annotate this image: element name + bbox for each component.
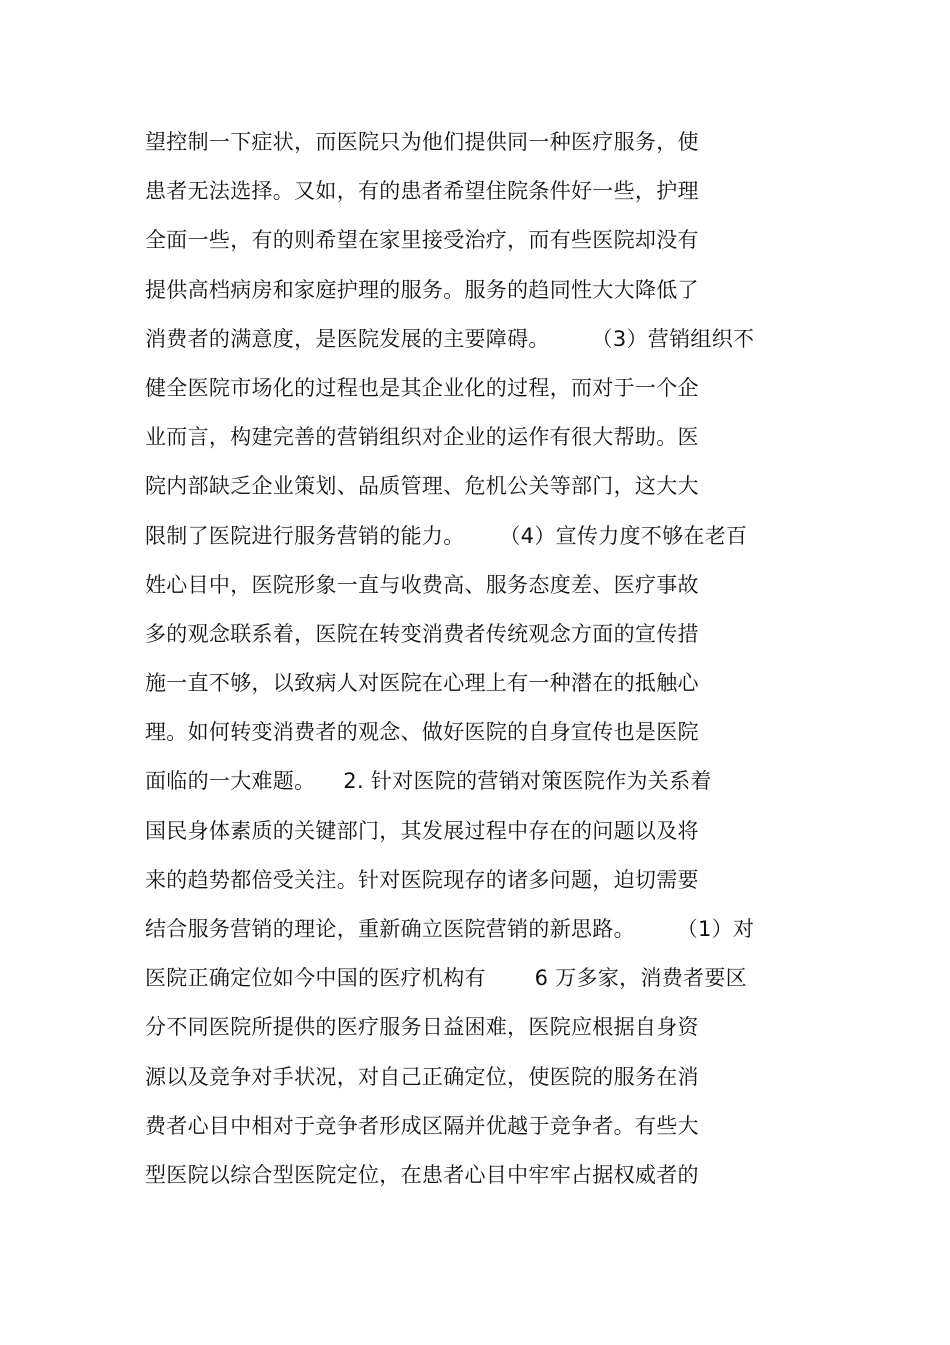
text-line: 面临的一大难题。 2. 针对医院的营销对策医院作为关系着 <box>145 769 712 794</box>
text-line: 分不同医院所提供的医疗服务日益困难，医院应根据自身资 <box>145 1015 699 1040</box>
text-line: 望控制一下症状，而医院只为他们提供同一种医疗服务，使 <box>145 130 699 154</box>
text-line: 型医院以综合型医院定位，在患者心目中牢牢占据权威者的 <box>145 1162 699 1187</box>
text-line: 患者无法选择。又如，有的患者希望住院条件好一些，护理 <box>145 179 699 204</box>
text-line: 源以及竞争对手状况，对自己正确定位，使医院的服务在消 <box>145 1064 699 1089</box>
text-line: 消费者的满意度，是医院发展的主要障碍。 （3）营销组织不 <box>145 326 755 351</box>
text-line: 院内部缺乏企业策划、品质管理、危机公关等部门，这大大 <box>145 474 699 499</box>
text-line: 健全医院市场化的过程也是其企业化的过程，而对于一个企 <box>145 375 699 400</box>
text-line: 提供高档病房和家庭护理的服务。服务的趋同性大大降低了 <box>145 277 699 302</box>
text-line: 结合服务营销的理论，重新确立医院营销的新思路。 （1）对 <box>145 917 755 941</box>
text-line: 姓心目中，医院形象一直与收费高、服务态度差、医疗事故 <box>145 572 699 597</box>
text-line: 全面一些，有的则希望在家里接受治疗，而有些医院却没有 <box>145 228 699 253</box>
text-line: 业而言，构建完善的营销组织对企业的运作有很大帮助。医 <box>145 425 699 450</box>
body-text <box>145 123 845 1205</box>
text-line: 理。如何转变消费者的观念、做好医院的自身宣传也是医院 <box>145 720 699 745</box>
text-line: 多的观念联系着，医院在转变消费者传统观念方面的宣传措 <box>145 621 699 646</box>
text-line: 国民身体素质的关键部门，其发展过程中存在的问题以及将 <box>145 818 699 843</box>
text-line: 医院正确定位如今中国的医疗机构有 6 万多家，消费者要区 <box>145 966 747 991</box>
text-line: 施一直不够，以致病人对医院在心理上有一种潜在的抵触心 <box>145 671 699 696</box>
text-line: 来的趋势都倍受关注。针对医院现存的诸多问题，迫切需要 <box>145 867 699 892</box>
text-line: 费者心目中相对于竞争者形成区隔并优越于竞争者。有些大 <box>145 1113 699 1138</box>
text-line: 限制了医院进行服务营销的能力。 （4）宣传力度不够在老百 <box>145 523 748 548</box>
